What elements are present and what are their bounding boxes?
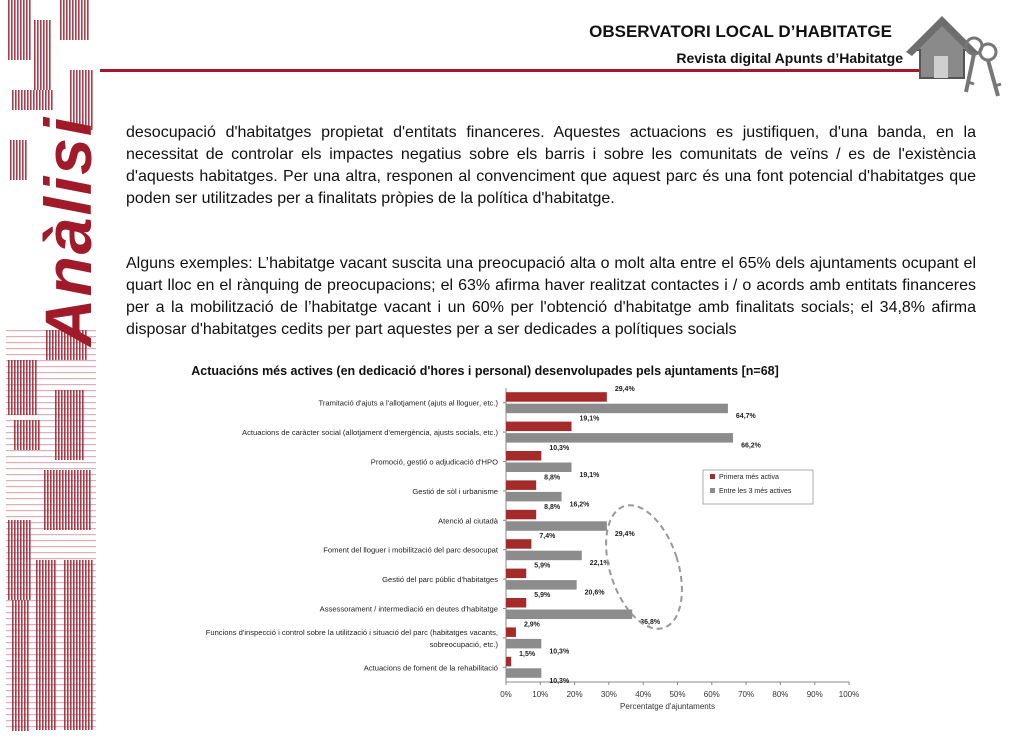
bar-entre-3 xyxy=(506,433,733,443)
data-label: 5,9% xyxy=(534,592,551,599)
bar-primera xyxy=(506,392,607,402)
data-label: 2,9% xyxy=(523,621,540,629)
category-label: Atenció al ciutadà xyxy=(438,516,498,526)
data-label: 10,3% xyxy=(549,445,570,452)
bar-entre-3 xyxy=(506,492,562,502)
bar-primera xyxy=(506,627,516,637)
legend-label: Entre les 3 més actives xyxy=(719,488,792,495)
header-rule xyxy=(100,69,950,72)
bar-entre-3 xyxy=(506,610,632,620)
x-tick-label: 50% xyxy=(669,690,686,699)
x-tick-label: 60% xyxy=(703,690,720,699)
data-label: 1,5% xyxy=(519,650,536,658)
bar-entre-3 xyxy=(506,639,541,649)
stripe-pattern xyxy=(0,0,100,731)
category-label: Gestió de sòl i urbanisme xyxy=(412,486,498,496)
bar-entre-3 xyxy=(506,404,728,414)
data-label: 10,3% xyxy=(549,648,570,656)
category-label: Promoció, gestió o adjudicació d'HPO xyxy=(370,457,498,467)
x-tick-label: 100% xyxy=(838,690,860,699)
x-tick-label: 70% xyxy=(738,690,755,699)
legend-label: Primera més activa xyxy=(719,474,779,481)
chart-title: Actuacións més actives (en dedicació d'hores i personal) desenvolupades pels ajuntaments [n=68] xyxy=(191,364,779,378)
chart-legend xyxy=(703,470,813,504)
category-label: Funcions d'inspecció i control sobre la utilització i situació del parc (habitatges vacants, xyxy=(205,627,498,637)
bar-primera xyxy=(506,451,541,461)
data-label: 19,1% xyxy=(579,415,600,423)
bar-primera xyxy=(506,480,536,490)
data-label: 8,8% xyxy=(544,503,561,511)
publication-subtitle: Revista digital Apunts d’Habitatge xyxy=(676,50,903,66)
data-label: 8,8% xyxy=(544,474,561,482)
category-label: sobreocupació, etc.) xyxy=(429,639,498,649)
house-keys-icon xyxy=(900,12,1010,102)
body-paragraph-1: desocupació d'habitatges propietat d'entitats financeres. Aquestes actuacions es justifiquen, d'una banda, en la necessitat de controlar els impactes negatius sobre els barris i sobre les comunitats de veïns / es de l'existència d'aquests habitatges. Per una altra, responen al convenciment que aquest parc és una font potencial d'habitatges que poden ser utilitzades per a finalitats pròpies de la política d'habitatge. xyxy=(126,124,976,207)
bar-primera xyxy=(506,539,531,549)
bar-primera xyxy=(506,598,526,608)
category-label: Foment del lloguer i mobilització del parc desocupat xyxy=(323,545,498,555)
publication-title: OBSERVATORI LOCAL D’HABITATGE xyxy=(589,22,892,41)
data-label: 29,4% xyxy=(614,530,635,538)
bar-primera xyxy=(506,422,572,432)
data-label: 5,9% xyxy=(534,562,551,570)
bar-entre-3 xyxy=(506,580,577,590)
section-label: Anàlisi xyxy=(31,115,105,347)
x-tick-label: 90% xyxy=(806,690,823,699)
legend-swatch xyxy=(710,474,715,479)
category-label: Tramitació d'ajuts a l'allotjament (ajuts al lloguer, etc.) xyxy=(318,398,498,408)
data-label: 16,2% xyxy=(569,501,590,509)
sidebar-decoration xyxy=(0,0,105,731)
data-label: 29,4% xyxy=(614,386,635,394)
bar-entre-3 xyxy=(506,463,572,473)
data-label: 36,8% xyxy=(640,619,661,626)
category-label: Actuacions de caràcter social (allotjament d'emergència, ajusts socials, etc.) xyxy=(242,428,498,438)
bar-primera xyxy=(506,569,526,579)
x-tick-label: 40% xyxy=(635,690,652,699)
body-paragraph-2: Alguns exemples: L’habitatge vacant suscita una preocupació alta o molt alta entre el 65% dels ajuntaments ocupant el quart lloc en el rànquing de preocupacions; el 63% afirma haver realitzat contactes i / o acords amb entitats financeres per a la mobilització de l’habitatge vacant i un 60% per l'obtenció d'habitatge amb finalitats socials; el 34,8% afirma disposar d'habitatges cedits per part aquestes per a ser dedicades a polítiques socials xyxy=(126,255,976,338)
x-tick-label: 20% xyxy=(566,690,583,699)
x-tick-label: 10% xyxy=(532,690,549,699)
category-label: Actuacions de foment de la rehabilitació xyxy=(363,663,498,673)
x-tick-label: 80% xyxy=(772,690,789,699)
data-label: 22,1% xyxy=(589,560,610,568)
data-label: 20,6% xyxy=(584,589,605,597)
data-label: 64,7% xyxy=(735,413,756,421)
bar-primera xyxy=(506,657,511,667)
data-label: 7,4% xyxy=(539,533,556,541)
data-label: 10,3% xyxy=(549,677,570,685)
actuacions-bar-chart xyxy=(160,356,870,718)
data-label: 66,2% xyxy=(741,442,761,450)
category-label: Assessorament / intermediació en deutes d'habitatge xyxy=(319,604,498,614)
x-axis-label: Percentatge d'ajuntaments xyxy=(620,702,715,711)
bar-entre-3 xyxy=(506,668,541,678)
x-tick-label: 30% xyxy=(600,690,617,699)
bar-entre-3 xyxy=(506,551,582,561)
legend-swatch xyxy=(710,488,715,493)
x-tick-label: 0% xyxy=(500,690,512,699)
bar-entre-3 xyxy=(506,521,607,531)
data-label: 19,1% xyxy=(579,472,600,479)
category-label: Gestió del parc públic d'habitatges xyxy=(382,575,498,585)
bar-primera xyxy=(506,510,536,520)
